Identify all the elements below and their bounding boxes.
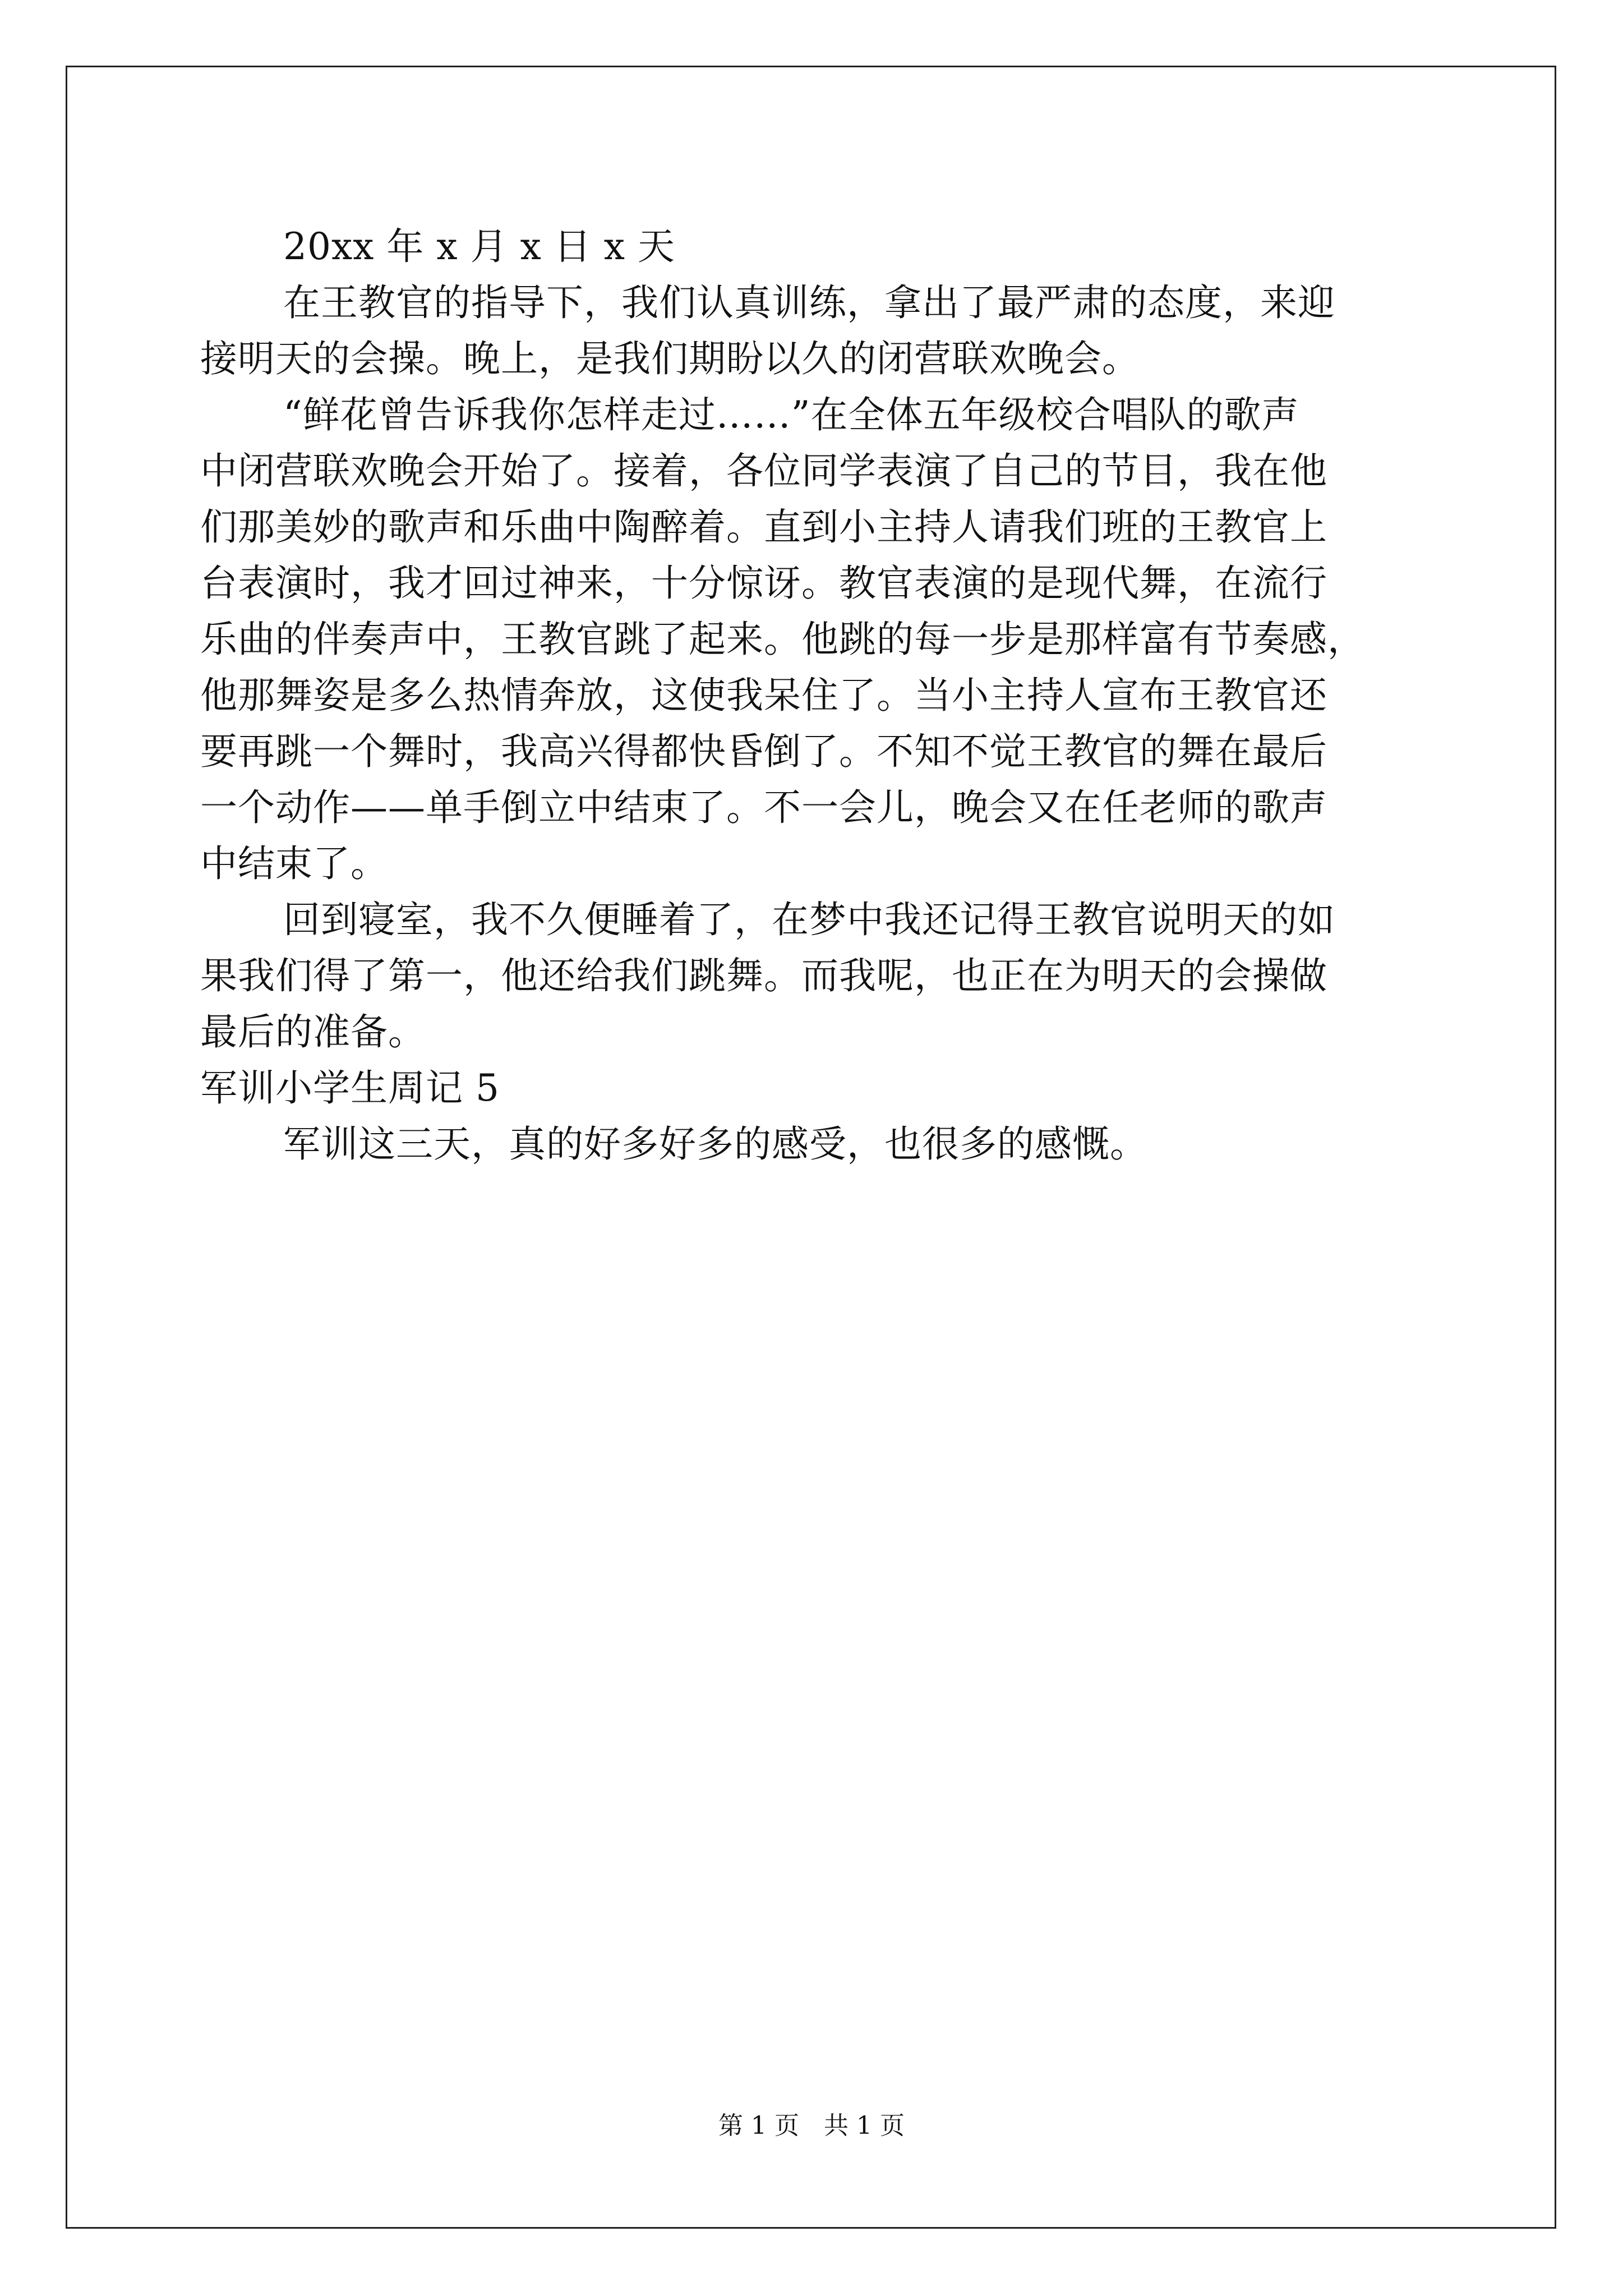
paragraph-line: 中结束了。 (200, 842, 388, 885)
date-line: 20xx 年 x 月 x 日 x 天 (283, 225, 675, 268)
paragraph-line: 果我们得了第一，他还给我们跳舞。而我呢，也正在为明天的会操做 (200, 954, 1327, 997)
paragraph-line: 台表演时，我才回过神来，十分惊讶。教官表演的是现代舞，在流行 (200, 562, 1327, 605)
paragraph-line: 他那舞姿是多么热情奔放，这使我呆住了。当小主持人宣布王教官还 (200, 674, 1327, 717)
page-footer (0, 2110, 1623, 2142)
paragraph-line: 中闭营联欢晚会开始了。接着，各位同学表演了自己的节目，我在他 (200, 449, 1327, 493)
paragraph-line: 们那美妙的歌声和乐曲中陶醉着。直到小主持人请我们班的王教官上 (200, 505, 1327, 549)
document-body (200, 219, 1440, 1172)
page-number: 第 1 页 (718, 2111, 799, 2140)
paragraph-line: 乐曲的伴奏声中，王教官跳了起来。他跳的每一步是那样富有节奏感， (200, 618, 1365, 661)
paragraph-line: 要再跳一个舞时，我高兴得都快昏倒了。不知不觉王教官的舞在最后 (200, 730, 1327, 773)
page-total: 共 1 页 (824, 2111, 905, 2140)
paragraph-line: 一个动作——单手倒立中结束了。不一会儿，晚会又在任老师的歌声 (200, 786, 1327, 829)
paragraph-line: 在王教官的指导下，我们认真训练，拿出了最严肃的态度，来迎 (283, 281, 1335, 324)
paragraph-line: “鲜花曾告诉我你怎样走过……”在全体五年级校合唱队的歌声 (283, 393, 1299, 436)
paragraph-line: 军训这三天，真的好多好多的感受，也很多的感慨。 (283, 1122, 1147, 1166)
paragraph-line: 最后的准备。 (200, 1010, 426, 1053)
paragraph-line: 接明天的会操。晚上，是我们期盼以久的闭营联欢晚会。 (200, 337, 1140, 380)
section-heading: 军训小学生周记 5 (200, 1066, 500, 1110)
paragraph-line: 回到寝室，我不久便睡着了，在梦中我还记得王教官说明天的如 (283, 898, 1335, 941)
